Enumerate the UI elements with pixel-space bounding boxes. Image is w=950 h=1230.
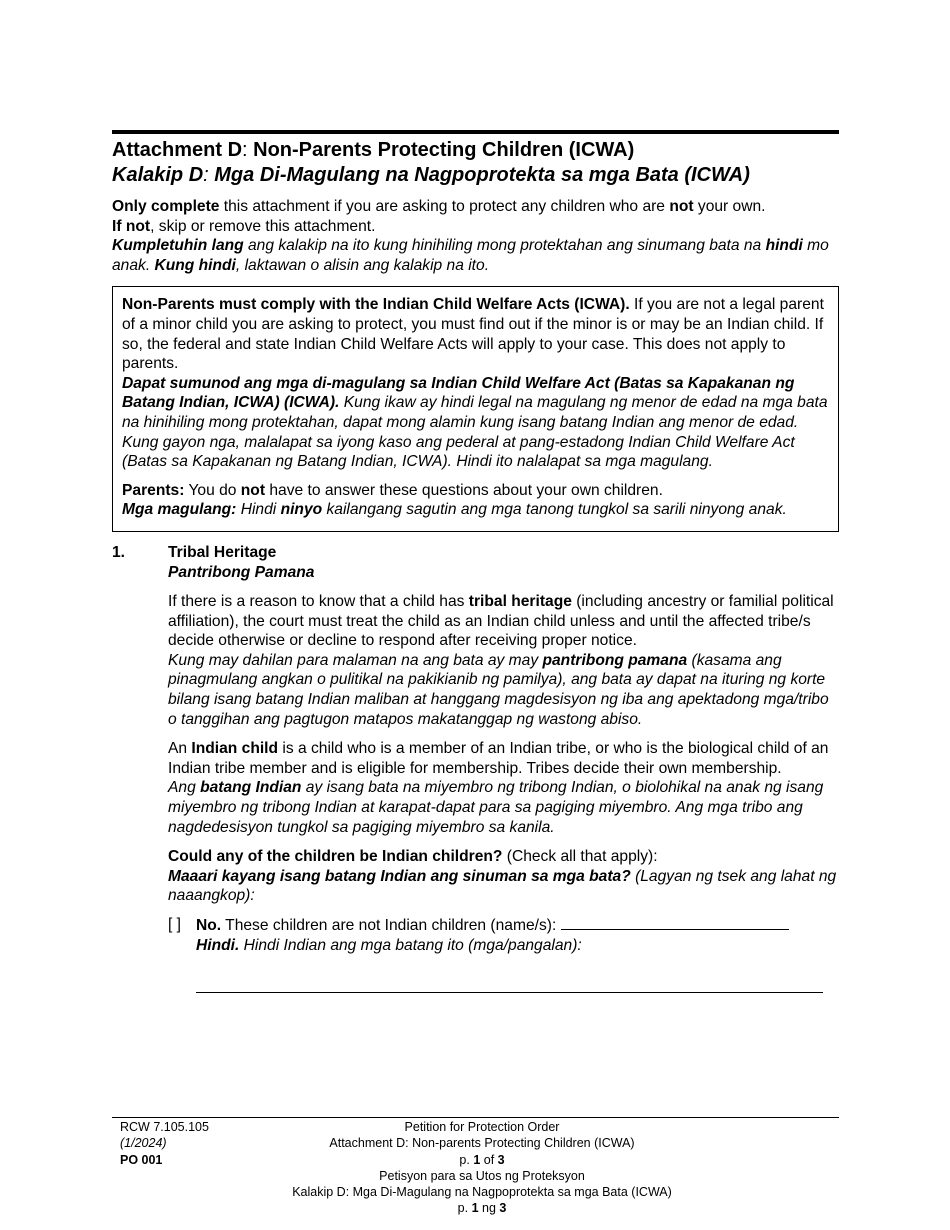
option-no	[168, 915, 839, 993]
notice-en: Non-Parents must comply with the Indian Child Welfare Acts (ICWA). If you are not a legal parent of a minor child you are asking to protect, you must find out if the minor is or may be an Indian child. If so, the federal and state Indian Child Welfare Acts will apply to your case. This does not apply to parents.	[122, 296, 824, 373]
indian-children-question: Could any of the children be Indian children? (Check all that apply):	[168, 848, 658, 866]
footer-line-2: Attachment D: Non-parents Protecting Children (ICWA)	[329, 1136, 635, 1151]
indian-children-question-tl: Maaari kayang isang batang Indian ang sinuman sa mga bata? (Lagyan ng tsek ang lahat ng naaangkop):	[168, 867, 837, 905]
footer-form-id: PO 001	[120, 1152, 163, 1167]
notice-parents-tl: Mga magulang: Hindi ninyo kailangang sagutin ang mga tanong tungkol sa sarili ninyong anak.	[122, 501, 787, 519]
page-title: Attachment D: Non-Parents Protecting Children (ICWA)	[112, 139, 635, 161]
page-footer	[112, 1117, 839, 1216]
child-names-field[interactable]	[561, 915, 789, 930]
notice-parents-en: Parents: You do not have to answer these questions about your own children.	[122, 481, 663, 499]
option-no-tl: Hindi. Hindi Indian ang mga batang ito (mga/pangalan):	[196, 936, 582, 954]
option-no-label: No.	[196, 917, 222, 934]
footer-page-tl: p. 1 ng 3	[457, 1201, 507, 1216]
intro-instructions	[112, 197, 839, 275]
indian-child-definition: An Indian child is a child who is a member of an Indian tribe, or who is the biological child of an Indian tribe member and is eligible for membership. Tribes decide their own membership.	[168, 740, 829, 777]
footer-rcw: RCW 7.105.105	[120, 1120, 209, 1134]
footer-title-block	[112, 1119, 852, 1217]
section-number: 1.	[112, 543, 126, 561]
intro-tl: Kumpletuhin lang ang kalakip na ito kung hinihiling mong protektahan ang sinumang bata na hindi mo anak. Kung hindi, laktawan o alisin ang kalakip na ito.	[112, 237, 829, 274]
section-title: Tribal Heritage	[168, 543, 277, 561]
notice-tl: Dapat sumunod ang mga di-magulang sa Indian Child Welfare Act (Batas sa Kapakanan ng Batang Indian, ICWA) (ICWA). Kung ikaw ay hindi legal na magulang ng menor de edad na mga bata na hinihiling mong protektahan, dapat mong alamin kung isang batang Indian ang menor de edad. Kung gayon nga, malalapat sa iyong kaso ang pederal at pang-estadong Indian Child Welfare Act (Batas sa Kapakanan ng Batang Indian, ICWA). Hindi ito nalalapat sa mga magulang.	[122, 374, 828, 471]
indian-child-definition-tl: Ang batang Indian ay isang bata na miyembro ng tribong Indian, o biolohikal na anak ng isang miyembro ng tribong Indian at karapat-dapat para sa pagiging miyembro. Ang mga tribo ang nagdedesisyon tungkol sa pagiging miyembro sa kanila.	[168, 779, 824, 836]
footer-date: (1/2024)	[120, 1136, 167, 1151]
form-page	[112, 130, 839, 993]
tribal-heritage-paragraph-tl: Kung may dahilan para malaman na ang bata ay may pantribong pamana (kasama ang pinagmulang angkan o pulitikal na pakikianib ng pamilya), ang bata ay dapat na ituring ng korte bilang isang batang Indian maliban at hanggang magdesisyon ng iba ang apektadong mga/tribo o tanggihan ang pagtugon matapos makatanggap ng wastong abiso.	[168, 651, 829, 728]
footer-line-4: Petisyon para sa Utos ng Proteksyon	[379, 1168, 585, 1183]
top-rule	[112, 130, 839, 134]
intro-en: Only complete this attachment if you are asking to protect any children who are not your own. If not, skip or remove this attachment.	[112, 198, 766, 235]
tribal-heritage-paragraph: If there is a reason to know that a child has tribal heritage (including ancestry or familial political affiliation), the court must treat the child as an Indian child unless and until the affected tribe/s decide otherwise or decline to respond after receiving proper notice.	[168, 593, 834, 650]
page-title-tagalog: Kalakip D: Mga Di-Magulang na Nagpoprotekta sa mga Bata (ICWA)	[112, 164, 750, 186]
section-title-tagalog: Pantribong Pamana	[168, 563, 315, 581]
child-names-field-continued[interactable]	[196, 973, 823, 993]
section-tribal-heritage	[112, 543, 839, 993]
footer-line-5: Kalakip D: Mga Di-Magulang na Nagpoprotekta sa mga Bata (ICWA)	[292, 1185, 672, 1200]
no-checkbox[interactable]: [ ]	[168, 916, 181, 933]
icwa-notice-box	[112, 286, 839, 532]
footer-page-en: p. 1 of 3	[459, 1152, 505, 1167]
footer-line-1: Petition for Protection Order	[404, 1120, 560, 1134]
option-no-text: These children are not Indian children (name/s):	[221, 917, 561, 934]
